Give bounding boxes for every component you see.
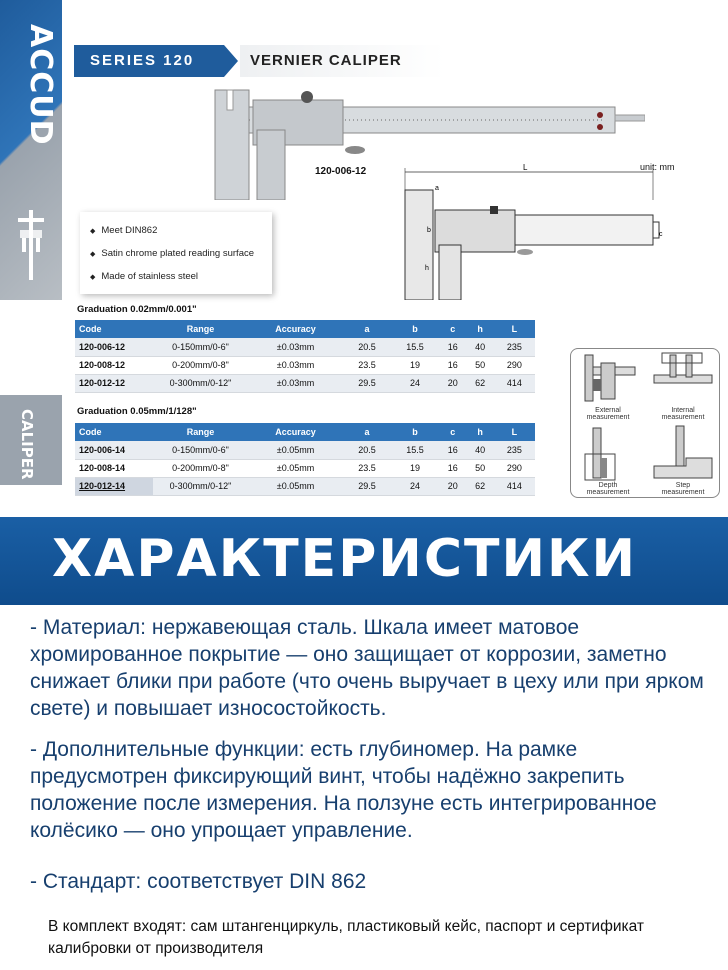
spec-table (75, 423, 535, 496)
cell: 24 (391, 374, 439, 392)
col-header: Range (153, 423, 248, 441)
brand-sidebar (0, 0, 62, 300)
description-paragraph: - Стандарт: соответствует DIN 862 (30, 870, 367, 893)
cell: 120-006-14 (75, 441, 153, 459)
cell: 23.5 (343, 459, 391, 477)
svg-text:c: c (659, 231, 663, 238)
cell: 20.5 (343, 338, 391, 356)
category-tab-label: CALIPER (18, 409, 36, 480)
table-row (75, 374, 535, 392)
table-header-row (75, 423, 535, 441)
table-row (75, 477, 535, 495)
cell: 24 (391, 477, 439, 495)
col-header: h (466, 320, 493, 338)
cell: 62 (466, 374, 493, 392)
caption-line: External (595, 407, 621, 414)
cell: ±0.03mm (248, 338, 343, 356)
col-header: Accuracy (248, 423, 343, 441)
cell: 120-012-12 (75, 374, 153, 392)
cell: ±0.05mm (248, 477, 343, 495)
model-label: 120-006-12 (315, 166, 367, 177)
step-measurement (646, 424, 720, 498)
cell: 290 (494, 459, 535, 477)
cell: 15.5 (391, 441, 439, 459)
measurement-caption (571, 482, 645, 496)
col-header: Code (75, 423, 153, 441)
cell: ±0.05mm (248, 441, 343, 459)
caption-line: Depth (598, 482, 618, 489)
table-row (75, 356, 535, 374)
cell: 50 (466, 459, 493, 477)
cell: 29.5 (343, 477, 391, 495)
caliper-icon (16, 210, 46, 280)
cell: 19 (391, 459, 439, 477)
depth-measurement (571, 424, 645, 498)
cell: 15.5 (391, 338, 439, 356)
col-header: c (439, 423, 466, 441)
cell: 62 (466, 477, 493, 495)
graduation-label: Graduation 0.05mm/1/128" (77, 406, 197, 417)
cell: 16 (439, 459, 466, 477)
external-measurement (571, 349, 645, 423)
col-header: a (343, 423, 391, 441)
col-header: L (494, 423, 535, 441)
col-header: h (466, 423, 493, 441)
col-header: b (391, 320, 439, 338)
svg-text:a: a (435, 185, 439, 192)
svg-text:h: h (425, 265, 429, 272)
dim-label-L: L (523, 163, 528, 172)
cell: 414 (494, 374, 535, 392)
product-title: VERNIER CALIPER (240, 45, 445, 77)
cell: 120-006-12 (75, 338, 153, 356)
table-header-row (75, 320, 535, 338)
col-header: c (439, 320, 466, 338)
cell: 0-300mm/0-12" (153, 374, 248, 392)
cell: ±0.05mm (248, 459, 343, 477)
section-heading: ХАРАКТЕРИСТИКИ (52, 529, 637, 589)
cell: ±0.03mm (248, 374, 343, 392)
cell: 50 (466, 356, 493, 374)
description-paragraph: - Дополнительные функции: есть глубиномер. На рамке предусмотрен фиксирующий винт, чтобы надёжно закрепить положение после измерения. На ползуне есть интегрированное колёсико — оно упрощает управление. (30, 738, 657, 842)
cell: 40 (466, 338, 493, 356)
col-header: Code (75, 320, 153, 338)
category-tab (0, 395, 62, 485)
cell: 235 (494, 441, 535, 459)
feature-list (80, 212, 272, 294)
cell: 0-200mm/0-8" (153, 459, 248, 477)
measurement-caption (646, 482, 720, 496)
table-row (75, 441, 535, 459)
brand-logo: ACCUD (23, 24, 58, 146)
table-row (75, 338, 535, 356)
unit-label: unit: mm (640, 162, 675, 172)
cell: 120-008-12 (75, 356, 153, 374)
technical-drawing (395, 160, 663, 300)
caption-line: measurement (586, 489, 630, 496)
cell: 120-008-14 (75, 459, 153, 477)
cell: 16 (439, 356, 466, 374)
caption-line: measurement (661, 489, 705, 496)
col-header: b (391, 423, 439, 441)
depth-measurement-icon (571, 424, 645, 484)
description-paragraph: - Материал: нержавеющая сталь. Шкала имеет матовое хромированное покрытие — оно защищает от коррозии, заметно снижает блики при работе (что очень выручает в цеху или при ярком свете) и повышает износостойкость. (30, 616, 704, 720)
col-header: Range (153, 320, 248, 338)
cell: 20 (439, 477, 466, 495)
measurement-caption (571, 407, 645, 421)
section-banner (0, 517, 728, 605)
caption-line: Internal (671, 407, 695, 414)
svg-text:b: b (427, 227, 431, 234)
cell: 20 (439, 374, 466, 392)
measurement-types-panel (570, 348, 720, 498)
col-header: a (343, 320, 391, 338)
cell: 29.5 (343, 374, 391, 392)
cell: 0-200mm/0-8" (153, 356, 248, 374)
col-header: Accuracy (248, 320, 343, 338)
internal-measurement (646, 349, 720, 423)
series-label: SERIES 120 (74, 45, 224, 77)
cell: 290 (494, 356, 535, 374)
step-measurement-icon (646, 424, 720, 484)
feature-item: ◆ Satin chrome plated reading surface (90, 243, 262, 266)
cell: 0-300mm/0-12" (153, 477, 248, 495)
cell: 0-150mm/0-6" (153, 441, 248, 459)
caption-line: Step (675, 482, 691, 489)
cell: 16 (439, 338, 466, 356)
cell: 16 (439, 441, 466, 459)
series-arrow-shape (224, 45, 238, 77)
package-contents: В комплект входят: сам штангенциркуль, пластиковый кейс, паспорт и сертификат калибровки от производителя (48, 918, 644, 957)
spec-table (75, 320, 535, 393)
internal-measurement-icon (646, 349, 720, 409)
cell: 20.5 (343, 441, 391, 459)
external-measurement-icon (571, 349, 645, 409)
cell: ±0.03mm (248, 356, 343, 374)
feature-item: ◆ Made of stainless steel (90, 266, 262, 289)
col-header: L (494, 320, 535, 338)
table-row (75, 459, 535, 477)
cell: 23.5 (343, 356, 391, 374)
cell: 0-150mm/0-6" (153, 338, 248, 356)
cell: 40 (466, 441, 493, 459)
feature-item: ◆ Meet DIN862 (90, 220, 262, 243)
cell: 414 (494, 477, 535, 495)
graduation-label: Graduation 0.02mm/0.001" (77, 304, 197, 315)
cell: 19 (391, 356, 439, 374)
caption-line: measurement (586, 414, 630, 421)
cell: 120-012-14 (75, 477, 153, 495)
measurement-caption (646, 407, 720, 421)
caption-line: measurement (661, 414, 705, 421)
cell: 235 (494, 338, 535, 356)
